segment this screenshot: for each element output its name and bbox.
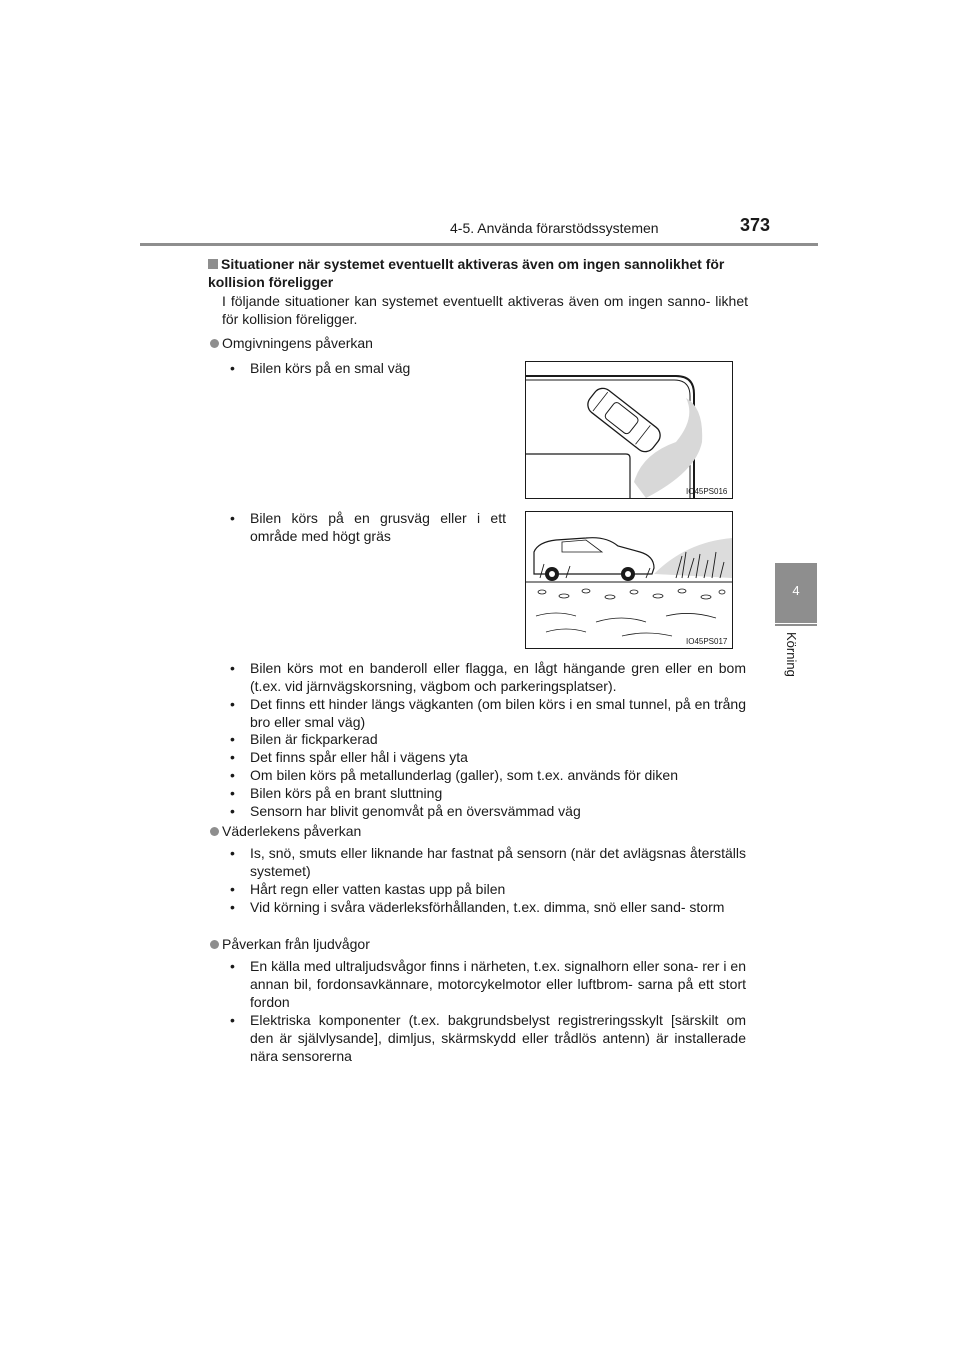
chapter-number: 4 (792, 583, 800, 598)
group-title-environment (210, 334, 750, 352)
list-item-text: Elektriska komponenter (t.ex. bakgrundsbelyst registreringsskylt [särskilt om den är självlysande], dimljus, skärmskydd eller trådlös antenn) är installerade nära sensorerna (250, 1012, 746, 1064)
gravel-grass-illustration (526, 512, 732, 648)
bullet-mark: • (230, 660, 235, 676)
header-rule (140, 243, 818, 246)
list-item (230, 784, 746, 802)
list-item (230, 748, 746, 766)
list-item (230, 1011, 746, 1065)
bullet-mark: • (230, 749, 235, 765)
list-item (230, 844, 746, 880)
section-intro: I följande situationer kan systemet eventuellt aktiveras även om ingen sanno- likhet för kollision föreligger. (222, 293, 748, 327)
chapter-label: Körning (784, 632, 799, 677)
group-title-sound (210, 935, 750, 953)
bullet-mark: • (230, 731, 235, 747)
list-item-text: Bilen körs mot en banderoll eller flagga, en lågt hängande gren eller en bom (t.ex. vid järnvägskorsning, vägbom och parkeringsplatser). (250, 660, 746, 694)
bullet-mark: • (230, 510, 235, 526)
list-item (230, 659, 746, 695)
bullet-mark: • (230, 881, 235, 897)
narrow-road-illustration (526, 362, 732, 498)
list-item-text: Det finns ett hinder längs vägkanten (om bilen körs i en smal tunnel, på en trång bro eller smal väg) (250, 696, 746, 730)
figure-code: IO45PS016 (686, 487, 728, 496)
circle-bullet-icon (210, 339, 219, 348)
list-item-text: Vid körning i svåra väderleksförhållanden, t.ex. dimma, snö eller sand- storm (250, 899, 725, 915)
list-item (230, 898, 746, 916)
figure-gravel-grass (525, 511, 733, 649)
list-item-text: Bilen är fickparkerad (250, 731, 378, 747)
bullet-mark: • (230, 803, 235, 819)
page-number: 373 (740, 215, 771, 235)
list-item (230, 695, 746, 731)
list-item (230, 509, 506, 545)
circle-bullet-icon (210, 940, 219, 949)
section-heading (208, 255, 748, 291)
figure-code: IO45PS017 (686, 637, 728, 646)
bullet-mark: • (230, 767, 235, 783)
list-item (230, 766, 746, 784)
header-section-title: 4-5. Använda förarstödssystemen (450, 220, 659, 236)
list-item (230, 880, 746, 898)
list-item-text: Bilen körs på en brant sluttning (250, 785, 443, 801)
bullet-mark: • (230, 696, 235, 712)
bullet-mark: • (230, 1012, 235, 1028)
bullet-mark: • (230, 785, 235, 801)
square-bullet-icon (208, 259, 218, 269)
chapter-tab[interactable] (775, 563, 817, 623)
list-item-text: Bilen körs på en grusväg eller i ett område med högt gräs (250, 510, 506, 544)
chapter-tab-rule (775, 624, 817, 626)
figure-narrow-road (525, 361, 733, 499)
group-title-weather (210, 822, 750, 840)
list-item-text: Is, snö, smuts eller liknande har fastnat på sensorn (när det avlägsnas återställs systemet) (250, 845, 746, 879)
list-item (230, 802, 746, 820)
list-item-text: Sensorn har blivit genomvåt på en översvämmad väg (250, 803, 581, 819)
list-item (230, 359, 500, 377)
list-item-text: En källa med ultraljudsvågor finns i närheten, t.ex. signalhorn eller sona- rer i en annan bil, fordonsavkännare, motorcykelmotor eller luftbrom- sarna på ett stort fordon (250, 958, 746, 1010)
bullet-mark: • (230, 958, 235, 974)
list-item-text: Det finns spår eller hål i vägens yta (250, 749, 468, 765)
list-item-text: Bilen körs på en smal väg (250, 360, 411, 376)
bullet-mark: • (230, 845, 235, 861)
section-heading-text: Situationer när systemet eventuellt aktiveras även om ingen sannolikhet för kollision föreligger (208, 256, 725, 290)
group-title-text: Påverkan från ljudvågor (222, 936, 370, 952)
list-item-text: Om bilen körs på metallunderlag (galler), som t.ex. används för diken (250, 767, 678, 783)
list-item (230, 730, 746, 748)
bullet-mark: • (230, 360, 235, 376)
list-item-text: Hårt regn eller vatten kastas upp på bilen (250, 881, 506, 897)
list-item (230, 957, 746, 1011)
chapter-label-wrap (783, 632, 803, 702)
circle-bullet-icon (210, 827, 219, 836)
bullet-mark: • (230, 899, 235, 915)
group-title-text: Väderlekens påverkan (222, 823, 362, 839)
group-title-text: Omgivningens påverkan (222, 335, 373, 351)
